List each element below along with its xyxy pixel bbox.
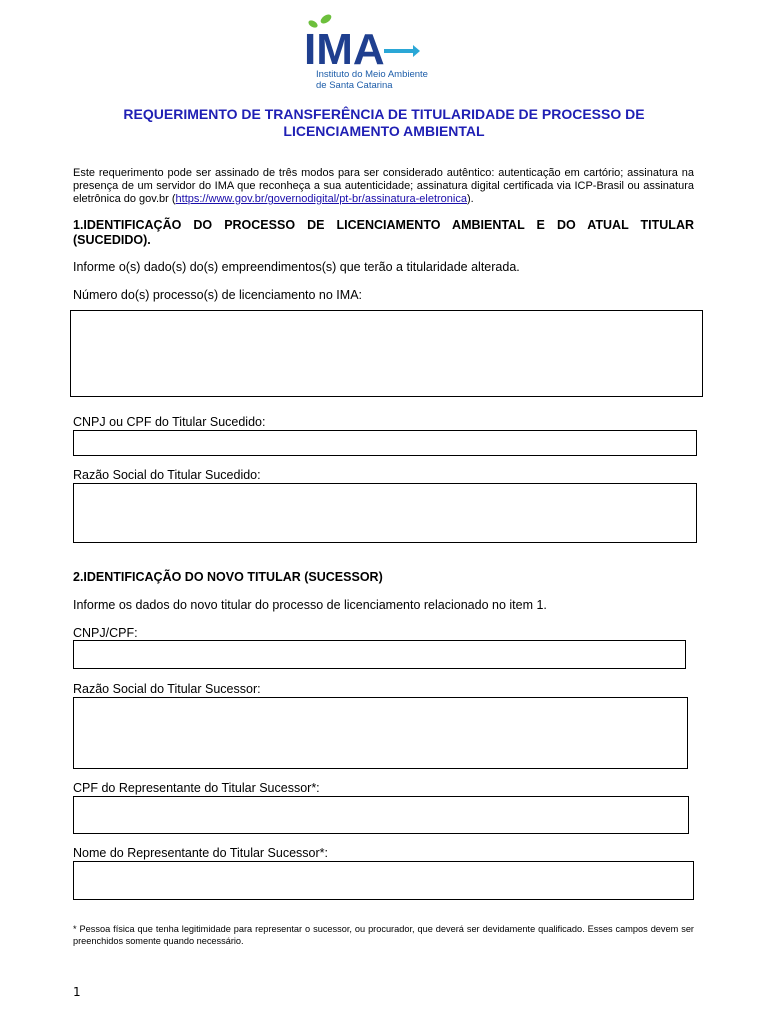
ima-logo-mark (300, 12, 460, 72)
logo-wordmark: IMA (304, 25, 385, 72)
razao-social-sucessor-label: Razão Social do Titular Sucessor: (73, 682, 261, 696)
cnpj-cpf-sucessor-field[interactable] (73, 640, 686, 669)
nome-representante-label: Nome do Representante do Titular Sucessor*: (73, 846, 328, 860)
cnpj-cpf-sucedido-field[interactable] (73, 430, 697, 456)
footnote: * Pessoa física que tenha legitimidade para representar o sucessor, ou procurador, que deverá ser devidamente qualificado. Esses campos devem ser preenchidos somente quando necessário. (73, 924, 694, 946)
intro-paragraph (73, 167, 694, 206)
razao-social-sucessor-field[interactable] (73, 697, 688, 769)
logo-subtitle-line1: Instituto do Meio Ambiente (316, 69, 428, 80)
section1-heading: 1.IDENTIFICAÇÃO DO PROCESSO DE LICENCIAMENTO AMBIENTAL E DO ATUAL TITULAR (SUCEDIDO). (73, 218, 694, 247)
razao-social-sucedido-label: Razão Social do Titular Sucedido: (73, 468, 261, 482)
nome-representante-field[interactable] (73, 861, 694, 900)
cnpj-cpf-sucedido-label: CNPJ ou CPF do Titular Sucedido: (73, 415, 266, 429)
page-number: 1 (73, 985, 81, 999)
logo-subtitle-line2: de Santa Catarina (316, 79, 393, 91)
govbr-signature-link[interactable]: https://www.gov.br/governodigital/pt-br/assinatura-eletronica (175, 193, 467, 205)
intro-text-end: ). (466, 193, 474, 205)
cpf-representante-label: CPF do Representante do Titular Sucessor*: (73, 781, 320, 795)
document-title: REQUERIMENTO DE TRANSFERÊNCIA DE TITULARIDADE DE PROCESSO DE LICENCIAMENTO AMBIENTAL (123, 106, 645, 139)
cnpj-cpf-sucessor-label: CNPJ/CPF: (73, 626, 138, 640)
logo-subtitle (316, 70, 428, 91)
process-number-field[interactable] (70, 310, 703, 397)
section1-instruction: Informe o(s) dado(s) do(s) empreendimentos(s) que terão a titularidade alterada. (73, 260, 520, 274)
section2-heading: 2.IDENTIFICAÇÃO DO NOVO TITULAR (SUCESSOR) (73, 570, 383, 584)
razao-social-sucedido-field[interactable] (73, 483, 697, 543)
process-number-label: Número do(s) processo(s) de licenciamento no IMA: (73, 288, 363, 302)
section2-instruction: Informe os dados do novo titular do processo de licenciamento relacionado no item 1. (73, 598, 547, 612)
ima-logo (300, 12, 460, 98)
cpf-representante-field[interactable] (73, 796, 689, 834)
intro-text: Este requerimento pode ser assinado de três modos para ser considerado autêntico: autenticação em cartório; assinatura na presença de um servidor do IMA que reconheça a sua autenticidade; assinatura digital certificada via ICP-Brasil ou assinatura eletrônica do gov.br ( (73, 167, 694, 205)
